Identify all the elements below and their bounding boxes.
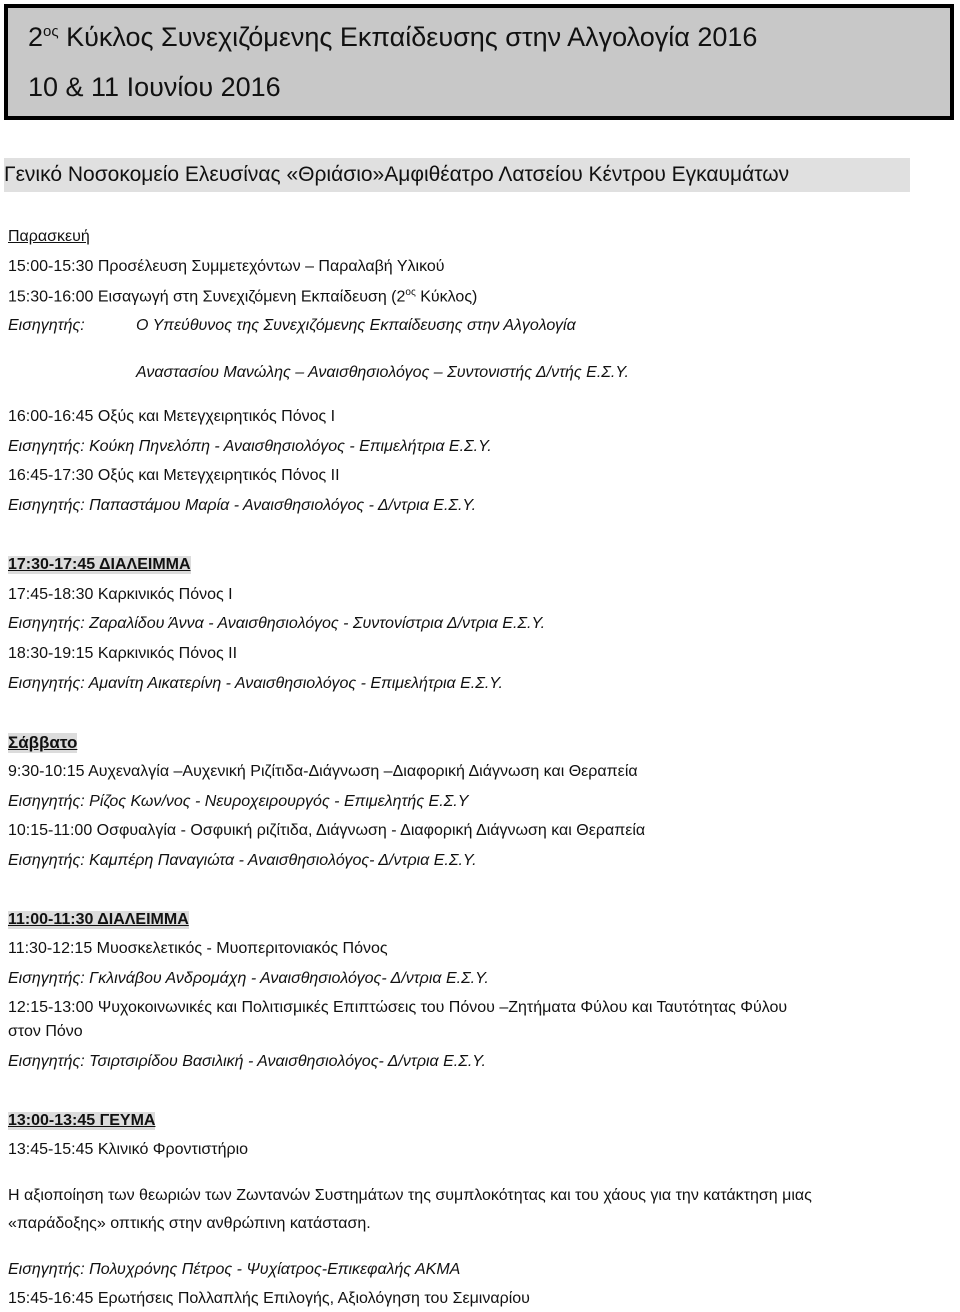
lunch-line: 13:00-13:45 ΓΕΥΜΑ [8,1112,156,1129]
schedule-line: στον Πόνο [8,1023,83,1040]
schedule-line [8,287,477,306]
schedule-line: 10:15-11:00 Οσφυαλγία - Οσφυική ριζίτιδα, Διάγνωση - Διαφορική Διάγνωση και Θεραπεία [8,822,646,839]
break-line: 11:00-11:30 ΔΙΑΛΕΙΜΜΑ [8,911,189,928]
schedule-line: 15:45-16:45 Ερωτήσεις Πολλαπλής Επιλογής, Αξιολόγηση του Σεμιναρίου [8,1290,530,1307]
speaker-line: Εισηγητής: Ζαραλίδου Άννα - Αναισθησιολόγος - Συντονίστρια Δ/ντρια Ε.Σ.Υ. [8,615,546,632]
schedule-line: 17:45-18:30 Καρκινικός Πόνος Ι [8,586,233,603]
schedule-text: Κύκλος) [415,288,478,306]
schedule-line: 9:30-10:15 Αυχεναλγία –Αυχενική Ριζίτιδα-Διάγνωση –Διαφορική Διάγνωση και Θεραπεία [8,763,638,780]
schedule-text: 15:30-16:00 Εισαγωγή στη Συνεχιζόμενη Εκπαίδευση (2 [8,288,406,306]
schedule-line: 11:30-12:15 Μυοσκελετικός - Μυοπεριτονιακός Πόνος [8,940,388,957]
title-text: Κύκλος Συνεχιζόμενης Εκπαίδευσης στην Αλγολογία 2016 [58,22,758,52]
schedule-line: 12:15-13:00 Ψυχοκοινωνικές και Πολιτισμικές Επιπτώσεις του Πόνου –Ζητήματα Φύλου και Ταυτότητας Φύλου [8,999,788,1016]
speaker-line: Εισηγητής: Αμανίτη Αικατερίνη - Αναισθησιολόγος - Επιμελήτρια Ε.Σ.Υ. [8,675,503,692]
speaker-line: Εισηγητής: Πολυχρόνης Πέτρος - Ψυχίατρος-Επικεφαλής ΑΚΜΑ [8,1261,461,1278]
description-line: «παράδοξης» οπτικής στην ανθρώπινη κατάσταση. [8,1215,371,1232]
day-friday: Παρασκευή [8,228,90,245]
schedule-line: 16:45-17:30 Οξύς και Μετεγχειρητικός Πόνος ΙΙ [8,467,340,484]
description-line: Η αξιοποίηση των θεωριών των Ζωντανών Συστημάτων της συμπλοκότητας και του χάους για την κατάκτηση μιας [8,1187,812,1204]
venue-heading: Γενικό Νοσοκομείο Ελευσίνας «Θριάσιο»Αμφιθέατρο Λατσείου Κέντρου Εγκαυμάτων [4,158,910,192]
speaker-line: Εισηγητής: Γκλινάβου Ανδρομάχη - Αναισθησιολόγος- Δ/ντρια Ε.Σ.Υ. [8,970,489,987]
day-saturday: Σάββατο [8,733,78,752]
speaker-line: Εισηγητής: Ρίζος Κων/νος - Νευροχειρουργός - Επιμελητής Ε.Σ.Υ [8,793,469,810]
speaker-line [8,317,576,335]
break-line: 17:30-17:45 ΔΙΑΛΕΙΜΜΑ [8,556,191,573]
speaker-line: Εισηγητής: Παπαστάμου Μαρία - Αναισθησιολόγος - Δ/ντρια Ε.Σ.Υ. [8,497,477,514]
speaker-line: Αναστασίου Μανώλης – Αναισθησιολόγος – Συντονιστής Δ/ντής Ε.Σ.Υ. [136,364,629,381]
speaker-label: Εισηγητής: [8,317,85,334]
title-box [4,4,954,120]
superscript: ος [405,287,416,298]
title-superscript: ος [43,23,59,40]
speaker-line: Εισηγητής: Καμπέρη Παναγιώτα - Αναισθησιολόγος- Δ/ντρια Ε.Σ.Υ. [8,852,477,869]
speaker-line: Εισηγητής: Κούκη Πηνελόπη - Αναισθησιολόγος - Επιμελήτρια Ε.Σ.Υ. [8,438,492,455]
speaker-text: Ο Υπεύθυνος της Συνεχιζόμενης Εκπαίδευσης στην Αλγολογία [136,317,576,334]
schedule-line: 16:00-16:45 Οξύς και Μετεγχειρητικός Πόνος Ι [8,408,336,425]
event-dates: 10 & 11 Ιουνίου 2016 [28,72,281,102]
schedule-line: 15:00-15:30 Προσέλευση Συμμετεχόντων – Παραλαβή Υλικού [8,258,445,275]
title-number: 2 [28,22,44,52]
page-title [28,22,757,53]
schedule-line: 13:45-15:45 Κλινικό Φροντιστήριο [8,1141,249,1158]
schedule-line: 18:30-19:15 Καρκινικός Πόνος ΙΙ [8,645,238,662]
speaker-line: Εισηγητής: Τσιρτσιρίδου Βασιλική - Αναισθησιολόγος- Δ/ντρια Ε.Σ.Υ. [8,1053,486,1070]
